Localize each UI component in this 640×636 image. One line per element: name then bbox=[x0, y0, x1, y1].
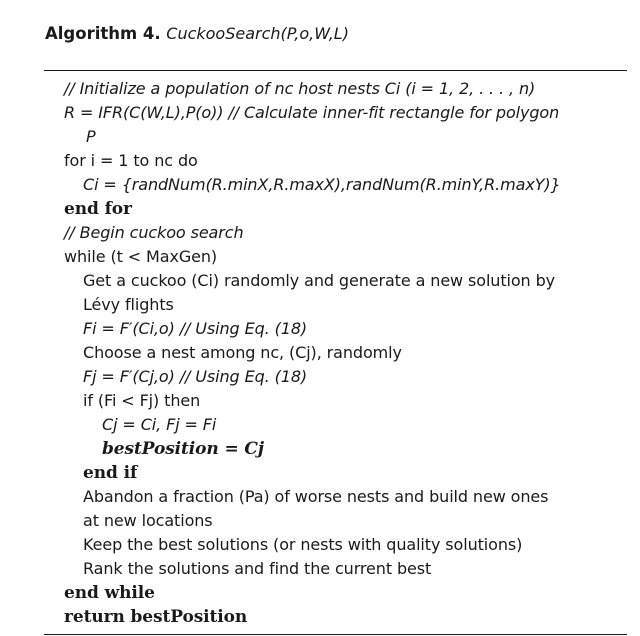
caption-label: Algorithm 4. bbox=[45, 24, 161, 43]
bottom-rule bbox=[44, 634, 627, 635]
algo-line-23: return bestPosition bbox=[64, 607, 248, 627]
top-rule bbox=[44, 70, 627, 71]
algo-line-19: at new locations bbox=[83, 511, 213, 530]
algo-line-10: Lévy flights bbox=[83, 295, 174, 314]
algo-line-14: if (Fi < Fj) then bbox=[83, 391, 201, 410]
caption-title: CuckooSearch(P,o,W,L) bbox=[166, 24, 349, 43]
algo-line-1: // Initialize a population of nc host nests Ci (i = 1, 2, . . . , n) bbox=[64, 79, 536, 98]
algo-line-13: Fj = F′(Cj,o) // Using Eq. (18) bbox=[83, 367, 308, 386]
algo-line-9: Get a cuckoo (Ci) randomly and generate a new solution by bbox=[83, 271, 556, 290]
algo-line-15: Cj = Ci, Fj = Fi bbox=[102, 415, 217, 434]
algo-line-18: Abandon a fraction (Pa) of worse nests and build new ones bbox=[83, 487, 549, 506]
algo-line-20: Keep the best solutions (or nests with quality solutions) bbox=[83, 535, 523, 554]
algo-line-3: P bbox=[86, 127, 96, 146]
algo-line-7: // Begin cuckoo search bbox=[64, 223, 244, 242]
algo-line-17: end if bbox=[83, 463, 138, 483]
algo-line-6: end for bbox=[64, 199, 132, 219]
algo-line-8: while (t < MaxGen) bbox=[64, 247, 218, 266]
algo-line-12: Choose a nest among nc, (Cj), randomly bbox=[83, 343, 402, 362]
algorithm-caption bbox=[45, 24, 349, 44]
algo-line-5: Ci = {randNum(R.minX,R.maxX),randNum(R.minY,R.maxY)} bbox=[83, 175, 561, 194]
algo-line-21: Rank the solutions and find the current best bbox=[83, 559, 432, 578]
algo-line-16: bestPosition = Cj bbox=[102, 439, 264, 459]
algo-line-22: end while bbox=[64, 583, 155, 603]
algo-line-2: R = IFR(C(W,L),P(o)) // Calculate inner-fit rectangle for polygon bbox=[64, 103, 560, 122]
algo-line-4: for i = 1 to nc do bbox=[64, 151, 198, 170]
algo-line-11: Fi = F′(Ci,o) // Using Eq. (18) bbox=[83, 319, 308, 338]
